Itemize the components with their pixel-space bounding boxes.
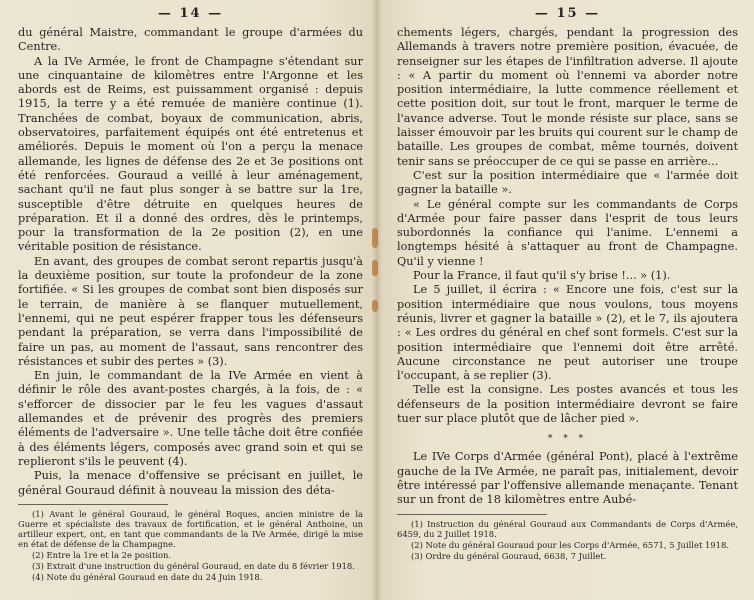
paragraph: Le 5 juillet, il écrira : « Encore une fois, c'est sur la position intermédiaire que nous voulons, tous moyens réunis, livrer et gagner la bataille » (2), et le 7, ils ajoutera : « Les ordres du général en chef sont formels. C'est sur la position intermédiaire que l'ennemi doit être arrêté. Aucune circonstance ne peut autoriser une troupe l'occupant, à se replier (3). [397, 283, 738, 383]
footnote: (3) Extrait d'une instruction du général Gouraud, en date du 8 février 1918. [32, 560, 355, 571]
paragraph: du général Maistre, commandant le groupe d'armées du Centre. [18, 26, 363, 54]
right-page [377, 0, 754, 600]
page-number: — 14 — [157, 6, 224, 21]
paragraph: Pour la France, il faut qu'il s'y brise !... » (1). [413, 269, 671, 283]
binding-thread [372, 228, 378, 248]
footnotes [397, 519, 738, 561]
binding-thread [372, 260, 378, 276]
paragraph: Puis, la menace d'offensive se précisant en juillet, le général Gouraud définit à nouveau la mission des déta- [18, 469, 363, 497]
footnote-divider [18, 504, 168, 505]
footnote: (1) Instruction du général Gouraud aux Commandants de Corps d'Armée, 6459, du 2 Juillet 1918. [397, 518, 738, 539]
footnote: (2) Note du général Gouraud pour les Corps d'Armée, 6571, 5 Juillet 1918. [411, 539, 729, 550]
paragraph: En juin, le commandant de la IVe Armée en vient à définir le rôle des avant-postes chargés, à la fois, de : « s'efforcer de dissocier par le feu les vagues d'assaut allemandes et de prévenir des progrès des premiers éléments de l'adversaire ». Une telle tâche doit être confiée à des éléments légers, composés avec grand soin et qui se replieront s'ils le peuvent (4). [18, 369, 363, 468]
page-number: — 15 — [534, 6, 601, 21]
section-separator: * * * [547, 434, 588, 445]
paragraph: En avant, des groupes de combat seront repartis jusqu'à la deuxième position, sur toute la profondeur de la zone fortifiée. « Si les groupes de combat sont bien disposés sur le terrain, de manière à se flanquer mutuellement, l'ennemi, qui ne peut espérer frapper tous les défenseurs pendant la préparation, se verra dans l'impossibilité de faire un pas, au moment de l'assaut, sans rencontrer des résistances et subir des pertes » (3). [18, 254, 363, 368]
page-body [18, 26, 363, 498]
footnote: (1) Avant le général Gouraud, le général Roques, ancien ministre de la Guerre et spécialiste des travaux de fortification, et le général Anthoine, un artilleur expert, ont, en tant que commandants de la IVe Armée, dirigé la mise en état de défense de la Champagne. [18, 508, 363, 549]
page-body [397, 26, 738, 508]
paragraph: « Le général compte sur les commandants de Corps d'Armée pour faire passer dans l'esprit de tous leurs subordonnés la confiance qui l'anime. L'ennemi a longtemps hésité à s'attaquer au front de Champagne. Qu'il y vienne ! [397, 197, 738, 268]
paragraph: A la IVe Armée, le front de Champagne s'étendant sur une cinquantaine de kilomètres entre l'Argonne et les abords est de Reims, est puissamment organisé : depuis 1915, la terre y a été remuée de manière continue (1). Tranchées de combat, boyaux de communication, abris, observatoires, parfaitement équipés ont été entretenus et améliorés. Depuis le moment où l'on a perçu la menace allemande, les lignes de défense des 2e et 3e positions ont été renforcées. Gouraud a veillé à leur aménagement, sachant qu'il ne faut plus songer à se battre sur la 1re, susceptible d'être détruite en quelques heures de préparation. Et il a donné des ordres, dès le printemps, pour la transformation de la 2e position (2), en une véritable position de résistance. [18, 54, 363, 254]
paragraph: C'est sur la position intermédiaire que « l'armée doit gagner la bataille ». [397, 168, 738, 197]
footnote: (2) Entre la 1re et la 2e position. [32, 549, 172, 560]
paragraph: Le IVe Corps d'Armée (général Pont), placé à l'extrême gauche de la IVe Armée, ne paraît pas, initialement, devoir être intéressé par l'offensive allemande menaçante. Tenant sur un front de 18 kilomètres entre Aubé- [397, 450, 738, 507]
footnote-divider [397, 514, 547, 515]
paragraph: Telle est la consigne. Les postes avancés et tous les défenseurs de la position intermédiaire devront se faire tuer sur place plutôt que de lâcher pied ». [397, 383, 738, 426]
paragraph: chements légers, chargés, pendant la progression des Allemands à travers notre première position, évacuée, de renseigner sur les étapes de l'infiltration adverse. Il ajoute : « A partir du moment où l'ennemi va aborder notre position intermédiaire, la lutte commence réellement et cette position doit, sur tout le front, marquer le terme de l'avance adverse. Tout le monde résiste sur place, sans se laisser émouvoir par les bruits qui courent sur le champ de bataille. Les groupes de combat, même tournés, doivent tenir sans se préoccuper de ce qui se passe en arrière... [397, 26, 738, 168]
footnotes [18, 509, 363, 582]
binding-thread [372, 300, 378, 312]
footnote: (4) Note du général Gouraud en date du 24 Juin 1918. [32, 571, 263, 582]
footnote: (3) Ordre du général Gouraud, 6638, 7 Juillet. [411, 550, 607, 561]
